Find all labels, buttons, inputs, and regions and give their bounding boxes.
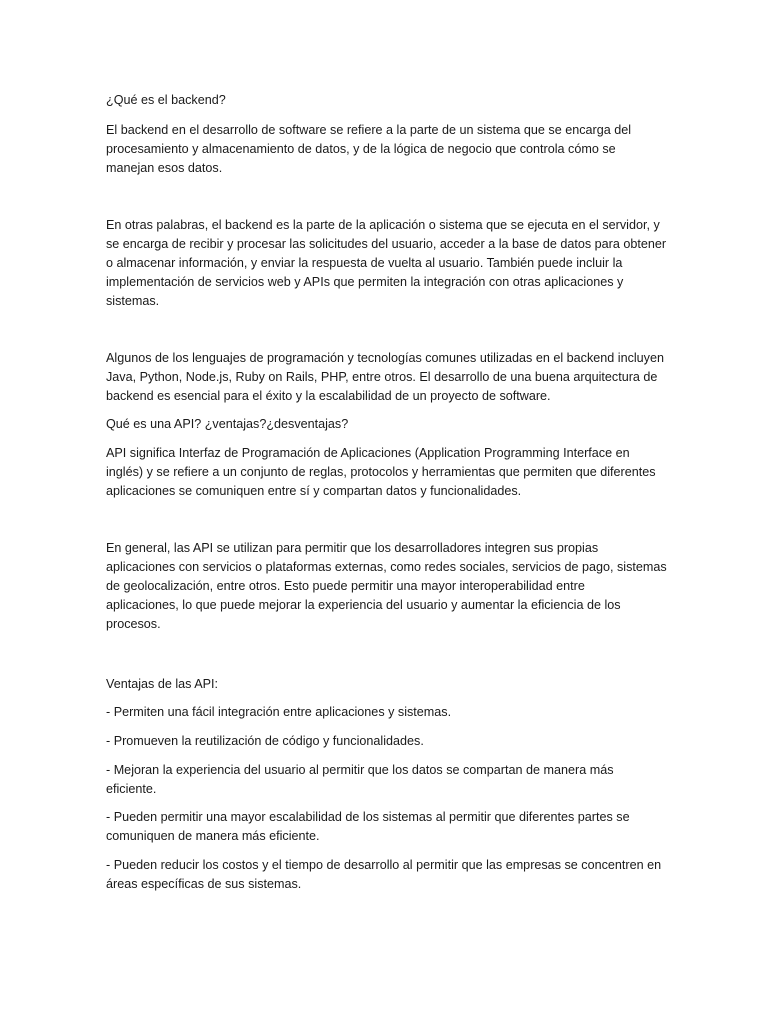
- heading-api: Qué es una API? ¿ventajas?¿desventajas?: [106, 417, 349, 431]
- advantage-item: - Pueden reducir los costos y el tiempo de desarrollo al permitir que las empresas se concentren en: [106, 858, 662, 872]
- paragraph-line: El backend en el desarrollo de software se refiere a la parte de un sistema que se encarga del: [106, 123, 632, 137]
- advantage-item: - Promueven la reutilización de código y funcionalidades.: [106, 734, 424, 748]
- paragraph-line: sistemas.: [106, 294, 160, 308]
- paragraph-line: inglés) y se refiere a un conjunto de reglas, protocolos y herramientas que permiten que diferentes: [106, 465, 656, 479]
- advantage-item-continuation: comuniquen de manera más eficiente.: [106, 829, 320, 843]
- paragraph-line: aplicaciones con servicios o plataformas externas, como redes sociales, servicios de pago, sistemas: [106, 560, 667, 574]
- paragraph-line: Java, Python, Node.js, Ruby on Rails, PHP, entre otros. El desarrollo de una buena arquitectura de: [106, 370, 658, 384]
- advantage-item: - Mejoran la experiencia del usuario al permitir que los datos se compartan de manera más: [106, 763, 614, 777]
- paragraph-line: de geolocalización, entre otros. Esto puede permitir una mayor interoperabilidad entre: [106, 579, 585, 593]
- paragraph-line: aplicaciones se comuniquen entre sí y compartan datos y funcionalidades.: [106, 484, 522, 498]
- paragraph-line: En general, las API se utilizan para permitir que los desarrolladores integren sus propias: [106, 541, 599, 555]
- advantage-item-continuation: eficiente.: [106, 782, 157, 796]
- paragraph-line: procesamiento y almacenamiento de datos, y de la lógica de negocio que controla cómo se: [106, 142, 616, 156]
- paragraph-line: API significa Interfaz de Programación de Aplicaciones (Application Programming Interface en: [106, 446, 630, 460]
- paragraph-line: o almacenar información, y enviar la respuesta de vuelta al usuario. También puede incluir la: [106, 256, 623, 270]
- paragraph-line: En otras palabras, el backend es la parte de la aplicación o sistema que se ejecuta en el servidor, y: [106, 218, 660, 232]
- paragraph-line: manejan esos datos.: [106, 161, 223, 175]
- advantage-item: - Pueden permitir una mayor escalabilidad de los sistemas al permitir que diferentes partes se: [106, 810, 630, 824]
- heading-backend: ¿Qué es el backend?: [106, 93, 226, 107]
- advantages-heading: Ventajas de las API:: [106, 677, 219, 691]
- paragraph-line: implementación de servicios web y APIs que permiten la integración con otras aplicaciones y: [106, 275, 624, 289]
- paragraph-line: aplicaciones, lo que puede mejorar la experiencia del usuario y aumentar la eficiencia de los: [106, 598, 621, 612]
- paragraph-line: procesos.: [106, 617, 161, 631]
- advantage-item-continuation: áreas específicas de sus sistemas.: [106, 877, 302, 891]
- paragraph-line: Algunos de los lenguajes de programación y tecnologías comunes utilizadas en el backend incluyen: [106, 351, 664, 365]
- advantage-item: - Permiten una fácil integración entre aplicaciones y sistemas.: [106, 705, 452, 719]
- paragraph-line: backend es esencial para el éxito y la escalabilidad de un proyecto de software.: [106, 389, 551, 403]
- paragraph-line: se encarga de recibir y procesar las solicitudes del usuario, acceder a la base de datos para obtener: [106, 237, 667, 251]
